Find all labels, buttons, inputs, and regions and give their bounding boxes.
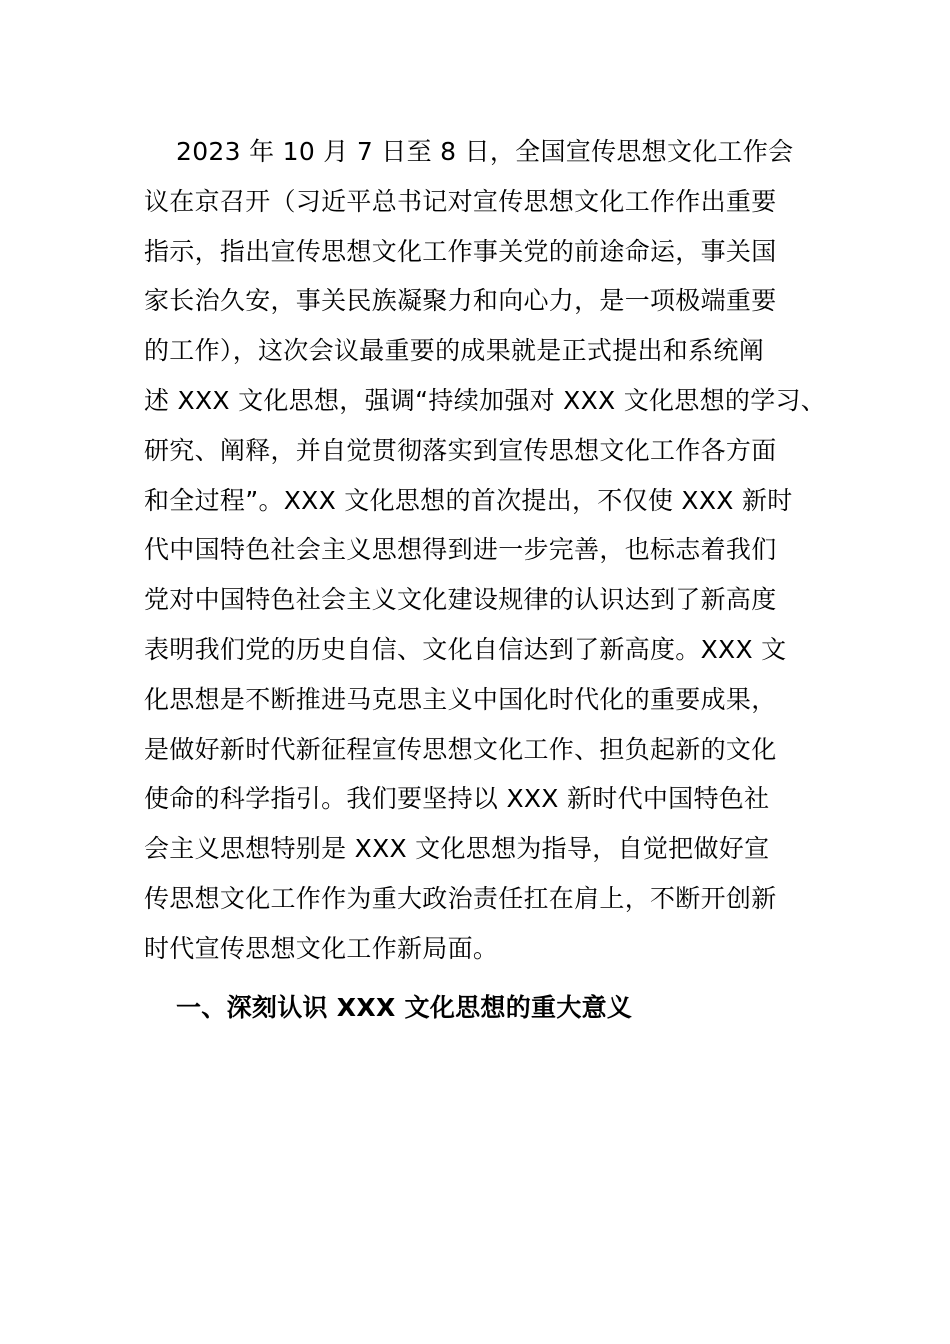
document-body: [144, 127, 827, 1032]
section-heading: 一、深刻认识 XXX 文化思想的重大意义: [176, 992, 633, 1022]
paragraph-line: 家长治久安，事关民族凝聚力和向心力，是一项极端重要: [144, 286, 777, 316]
paragraph-line: 和全过程”。XXX 文化思想的首次提出，不仅使 XXX 新时: [144, 485, 793, 515]
paragraph-line: 使命的科学指引。我们要坚持以 XXX 新时代中国特色社: [144, 784, 770, 814]
paragraph-line: 会主义思想特别是 XXX 文化思想为指导，自觉把做好宣: [144, 834, 770, 864]
paragraph-line: 表明我们党的历史自信、文化自信达到了新高度。XXX 文: [144, 634, 787, 664]
paragraph-line: 代中国特色社会主义思想得到进一步完善，也标志着我们: [144, 535, 777, 565]
paragraph-line: 2023 年 10 月 7 日至 8 日，全国宣传思想文化工作会: [176, 137, 794, 166]
paragraph-line: 研究、阐释，并自觉贯彻落实到宣传思想文化工作各方面: [144, 435, 777, 465]
paragraph-line: 是做好新时代新征程宣传思想文化工作、担负起新的文化: [144, 734, 777, 764]
intro-paragraph: [144, 127, 827, 974]
paragraph-line: 述 XXX 文化思想，强调“持续加强对 XXX 文化思想的学习、: [144, 385, 827, 415]
paragraph-line: 的工作），这次会议最重要的成果就是正式提出和系统阐: [144, 336, 765, 366]
paragraph-line: 指示，指出宣传思想文化工作事关党的前途命运，事关国: [144, 236, 777, 266]
paragraph-line: 时代宣传思想文化工作新局面。: [144, 933, 499, 963]
paragraph-line: 议在京召开（习近平总书记对宣传思想文化工作作出重要: [144, 186, 777, 216]
paragraph-line: 党对中国特色社会主义文化建设规律的认识达到了新高度: [144, 585, 777, 615]
paragraph-line: 传思想文化工作作为重大政治责任扛在肩上，不断开创新: [144, 883, 777, 913]
paragraph-line: 化思想是不断推进马克思主义中国化时代化的重要成果，: [144, 684, 777, 714]
